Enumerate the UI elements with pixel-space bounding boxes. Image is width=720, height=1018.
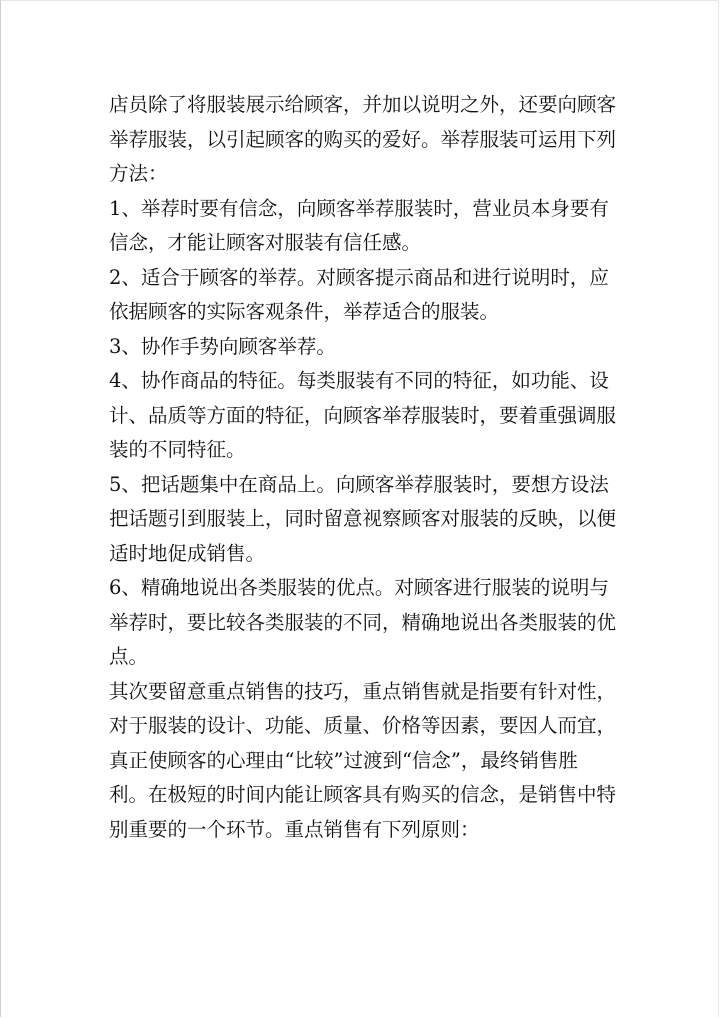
text-line: 把话题引到服装上，同时留意视察顾客对服装的反映，以便	[109, 507, 617, 530]
text-line: 计、品质等方面的特征，向顾客举荐服装时，要着重强调服	[109, 403, 617, 427]
text-line: 利。在极短的时间内能让顾客具有购买的信念，是销售中特	[109, 783, 617, 806]
text-line: 其次要留意重点销售的技巧，重点销售就是指要有针对性，	[109, 679, 617, 703]
text-line: 依据顾客的实际客观条件，举荐适合的服装。	[109, 300, 500, 323]
text-line: 1、举荐时要有信念，向顾客举荐服装时，营业员本身要有	[109, 196, 609, 220]
text-line: 店员除了将服装展示给顾客，并加以说明之外，还要向顾客	[109, 93, 617, 116]
text-line: 方法：	[109, 162, 168, 185]
text-line: 对于服装的设计、功能、质量、价格等因素，要因人而宜，	[109, 714, 617, 737]
text-line: 真正使顾客的心理由“比较”过渡到“信念”，最终销售胜	[109, 748, 578, 772]
text-line: 5、把话题集中在商品上。向顾客举荐服装时，要想方设法	[109, 472, 609, 496]
text-line: 4、协作商品的特征。每类服装有不同的特征，如功能、设	[109, 369, 609, 392]
text-line: 举荐服装，以引起顾客的购买的爱好。举荐服装可运用下列	[109, 127, 617, 151]
text-line: 适时地促成销售。	[109, 541, 266, 565]
text-line: 别重要的一个环节。重点销售有下列原则：	[109, 817, 480, 841]
document-body	[109, 88, 619, 847]
text-line: 举荐时，要比较各类服装的不同，精确地说出各类服装的优	[109, 610, 617, 634]
text-line: 点。	[109, 645, 149, 668]
text-line: 6、精确地说出各类服装的优点。对顾客进行服装的说明与	[109, 576, 609, 599]
text-line: 2、适合于顾客的举荐。对顾客提示商品和进行说明时，应	[109, 265, 609, 289]
text-line: 装的不同特征。	[109, 438, 246, 461]
text-line: 信念，才能让顾客对服装有信任感。	[109, 231, 422, 254]
text-line: 3、协作手势向顾客举荐。	[109, 334, 336, 358]
